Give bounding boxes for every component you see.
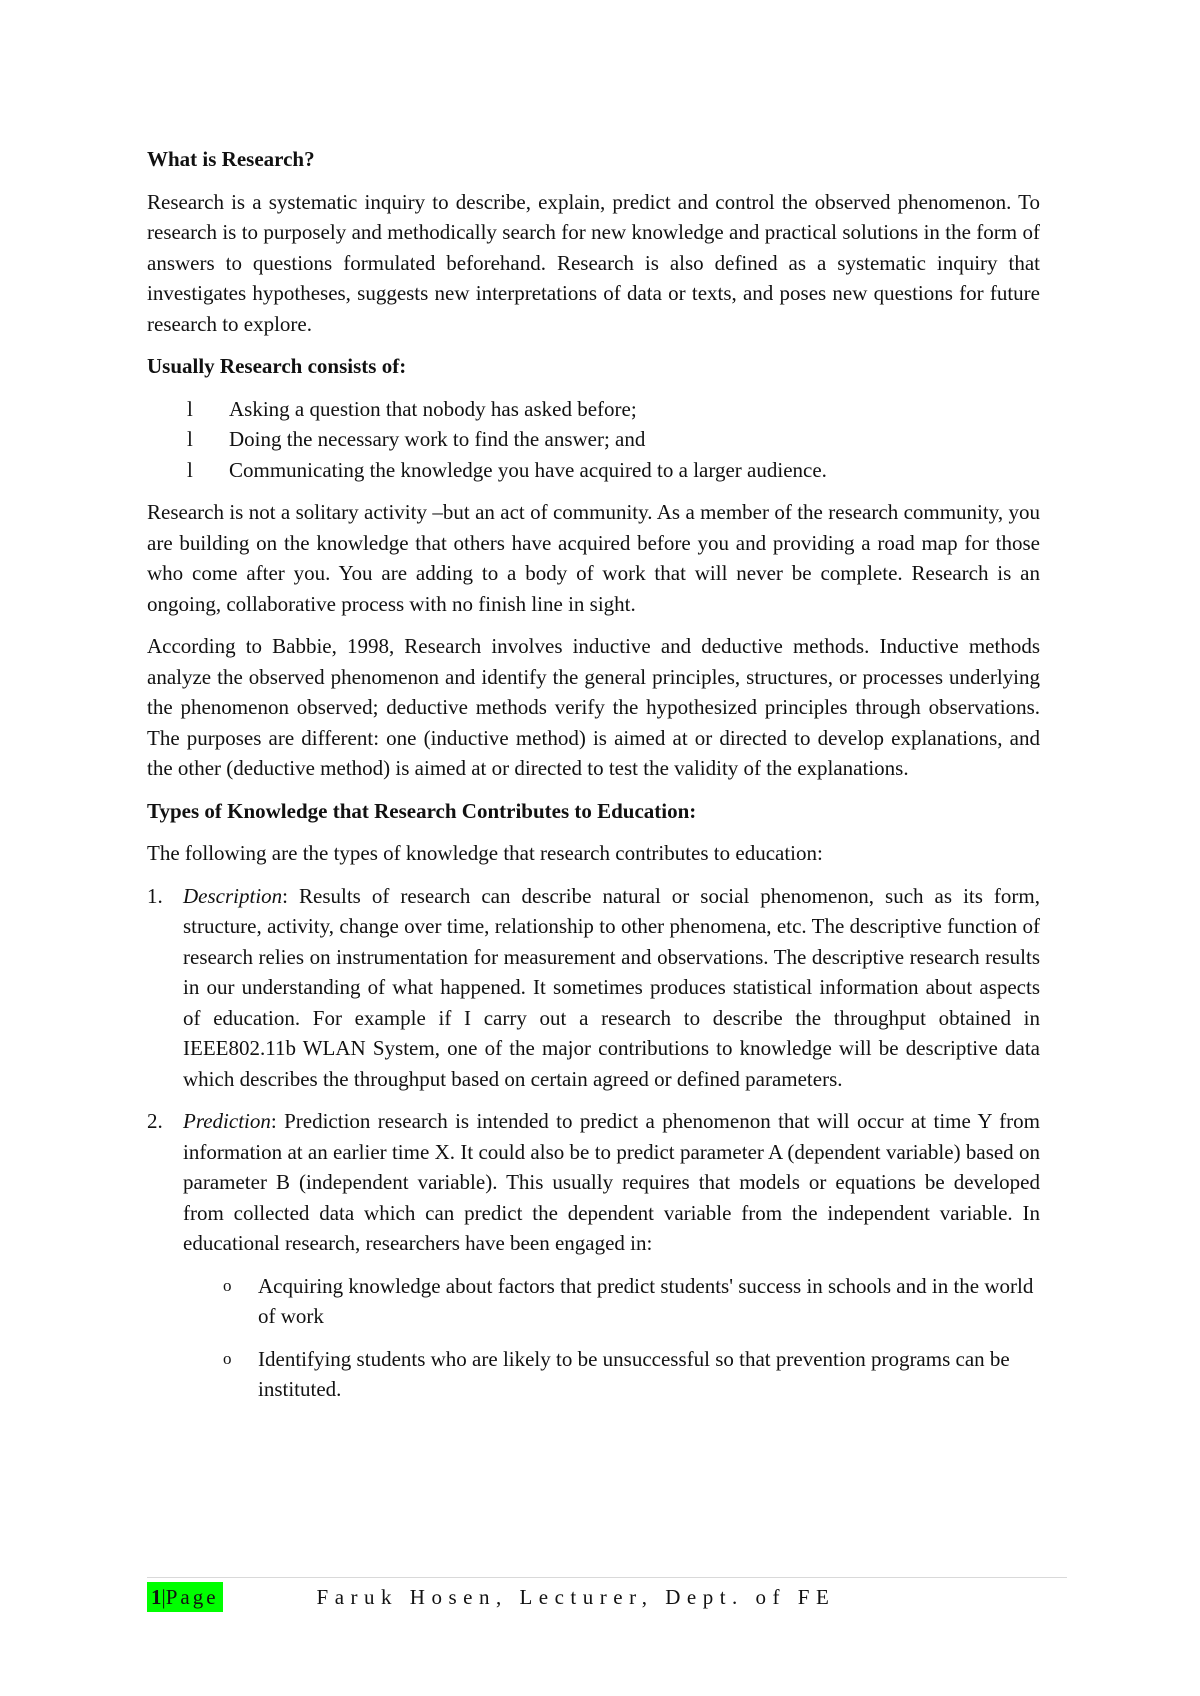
term-description: Description (183, 883, 283, 908)
paragraph-babbie: According to Babbie, 1998, Research involves inductive and deductive methods. Inductive methods analyze the observed phenomenon and identify the general principles, structures, or processes underlying the phenomenon observed; deductive methods verify the hypothesized principles through observations. The purposes are different: one (inductive method) is aimed at or directed to develop explanations, and the other (deductive method) is aimed at or directed to test the validity of the explanations. (147, 634, 1040, 780)
page-separator: | (161, 1585, 166, 1609)
page-number-badge (147, 1582, 223, 1612)
prediction-sub-list (183, 1271, 1040, 1405)
bullet-icon: l (187, 396, 193, 421)
list-item: l Asking a question that nobody has asked before; (187, 394, 1040, 425)
paragraph-types-intro: The following are the types of knowledge that research contributes to education: (147, 841, 823, 865)
list-item-description (147, 881, 1040, 1095)
list-item: l Communicating the knowledge you have acquired to a larger audience. (187, 455, 1040, 486)
footer-author: Faruk Hosen, Lecturer, Dept. of FE (316, 1585, 836, 1609)
prediction-text: : Prediction research is intended to predict a phenomenon that will occur at time Y from information at an earlier time X. It could also be to predict parameter A (dependent variable) based on parameter B (independent variable). This usually requires that models or equations be developed from collected data which can predict the dependent variable from the independent variable. In educational research, researchers have been engaged in: (183, 1109, 1040, 1255)
bullet-icon: l (187, 457, 193, 482)
description-text: : Results of research can describe natural or social phenomenon, such as its form, structure, activity, change over time, relationship to other phenomena, etc. The descriptive function of research relies on instrumentation for measurement and observations. The descriptive research results in our understanding of what happened. It sometimes produces statistical information about aspects of education. For example if I carry out a research to describe the throughput obtained in IEEE802.11b WLAN System, one of the major contributions to knowledge will be descriptive data which describes the throughput based on certain agreed or defined parameters. (183, 883, 1040, 1091)
item-number: 1. (147, 883, 163, 908)
heading-what-is-research: What is Research? (147, 147, 315, 171)
list-item: l Doing the necessary work to find the answer; and (187, 424, 1040, 455)
paragraph-definition: Research is a systematic inquiry to describe, explain, predict and control the observed phenomenon. To research is to purposely and methodically search for new knowledge and practical solutions in the form of answers to questions formulated beforehand. Research is also defined as a systematic inquiry that investigates hypotheses, suggests new interpretations of data or texts, and poses new questions for future research to explore. (147, 189, 1040, 336)
page-label: Page (165, 1585, 219, 1609)
circle-bullet-icon: o (223, 1348, 232, 1368)
bullet-icon: l (187, 427, 193, 451)
page-footer (147, 1582, 835, 1612)
page-number: 1 (151, 1585, 162, 1609)
page-content (147, 144, 1040, 1417)
paragraph-community: Research is not a solitary activity –but an act of community. As a member of the research community, you are building on the knowledge that others have acquired before you and providing a road map for those who come after you. You are adding to a body of work that will never be complete. Research is an ongoing, collaborative process with no finish line in sight. (147, 500, 1040, 616)
term-prediction: Prediction (183, 1109, 271, 1133)
item-number: 2. (147, 1109, 163, 1133)
sub-list-item: o Acquiring knowledge about factors that predict students' success in schools and in the world of work (223, 1271, 1040, 1332)
heading-research-consists: Usually Research consists of: (147, 354, 407, 378)
sub-list-item: o Identifying students who are likely to be unsuccessful so that prevention programs can be instituted. (223, 1344, 1040, 1405)
footer-divider (147, 1577, 1067, 1578)
heading-types-of-knowledge: Types of Knowledge that Research Contributes to Education: (147, 798, 697, 823)
list-item-prediction (147, 1106, 1040, 1405)
knowledge-types-list (147, 881, 1040, 1405)
research-steps-list (147, 394, 1040, 486)
circle-bullet-icon: o (223, 1275, 232, 1295)
